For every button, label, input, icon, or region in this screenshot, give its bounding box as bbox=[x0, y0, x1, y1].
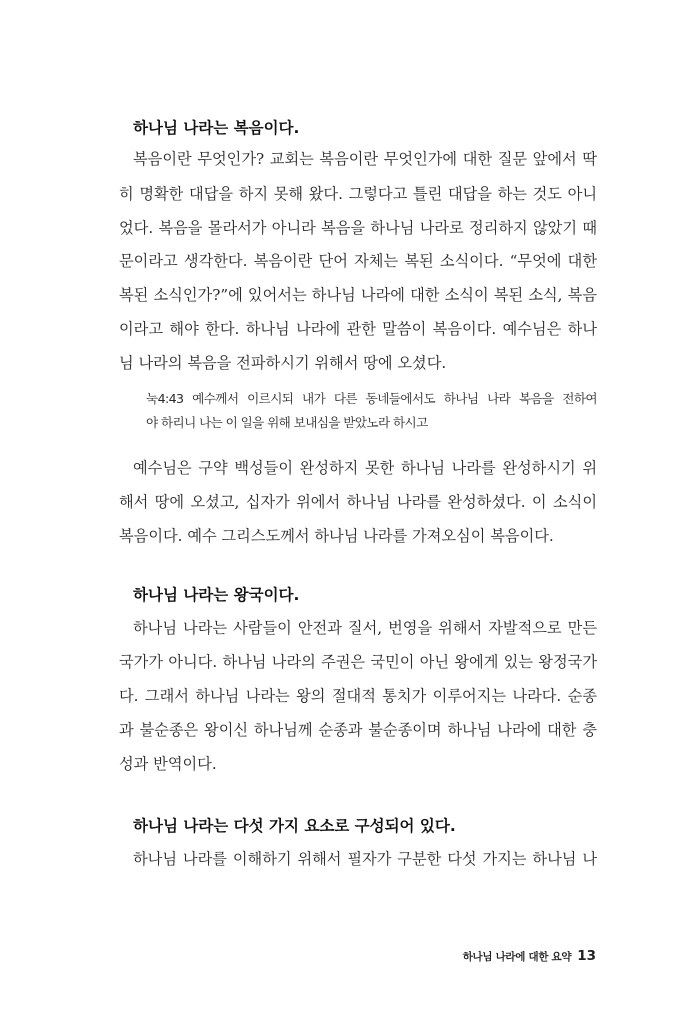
paragraph-line: 예수님은 구약 백성들이 완성하지 못한 하나님 나라를 완성하시기 위 bbox=[133, 459, 597, 477]
paragraph-line: 과 불순종은 왕이신 하나님께 순종과 불순종이며 하나님 나라에 대한 충 bbox=[119, 721, 597, 739]
page-number: 13 bbox=[577, 948, 596, 964]
paragraph-line: 이라고 해야 한다. 하나님 나라에 관한 말씀이 복음이다. 예수님은 하나 bbox=[119, 320, 597, 338]
paragraph-line: 복음이란 무엇인가? 교회는 복음이란 무엇인가에 대한 질문 앞에서 딱 bbox=[133, 150, 597, 168]
page-footer bbox=[463, 945, 596, 964]
paragraph-line: 었다. 복음을 몰라서가 아니라 복음을 하나님 나라로 정리하지 않았기 때 bbox=[119, 219, 597, 237]
paragraph-line: 복음이다. 예수 그리스도께서 하나님 나라를 가져오심이 복음이다. bbox=[119, 527, 554, 545]
paragraph-line: 하나님 나라는 사람들이 안전과 질서, 번영을 위해서 자발적으로 만든 bbox=[133, 619, 597, 637]
paragraph-line: 국가가 아니다. 하나님 나라의 주권은 국민이 아닌 왕에게 있는 왕정국가 bbox=[119, 653, 597, 671]
paragraph-line: 문이라고 생각한다. 복음이란 단어 자체는 복된 소식이다. “무엇에 대한 bbox=[119, 252, 597, 270]
scripture-quote-line: 야 하리니 나는 이 일을 위해 보내심을 받았노라 하시고 bbox=[146, 415, 428, 430]
section-heading-kingdom: 하나님 나라는 왕국이다. bbox=[133, 586, 300, 604]
running-title: 하나님 나라에 대한 요약 bbox=[462, 951, 572, 963]
paragraph-line: 복된 소식인가?”에 있어서는 하나님 나라에 대한 소식이 복된 소식, 복음 bbox=[119, 286, 597, 304]
paragraph-line: 해서 땅에 오셨고, 십자가 위에서 하나님 나라를 완성하셨다. 이 소식이 bbox=[119, 493, 597, 511]
paragraph-line: 히 명확한 대답을 하지 못해 왔다. 그렇다고 틀린 대답을 하는 것도 아니 bbox=[119, 185, 597, 203]
paragraph-line: 님 나라의 복음을 전파하시기 위해서 땅에 오셨다. bbox=[119, 354, 447, 372]
scripture-quote-line: 눅4:43 예수께서 이르시되 내가 다른 동네들에서도 하나님 나라 복음을 전하여 bbox=[146, 391, 597, 406]
paragraph-line: 성과 반역이다. bbox=[119, 755, 217, 773]
section-heading-gospel: 하나님 나라는 복음이다. bbox=[133, 119, 300, 137]
paragraph-line: 다. 그래서 하나님 나라는 왕의 절대적 통치가 이루어지는 나라다. 순종 bbox=[119, 687, 597, 705]
section-heading-five-elements: 하나님 나라는 다섯 가지 요소로 구성되어 있다. bbox=[133, 817, 456, 835]
paragraph-line: 하나님 나라를 이해하기 위해서 필자가 구분한 다섯 가지는 하나님 나 bbox=[133, 850, 597, 868]
